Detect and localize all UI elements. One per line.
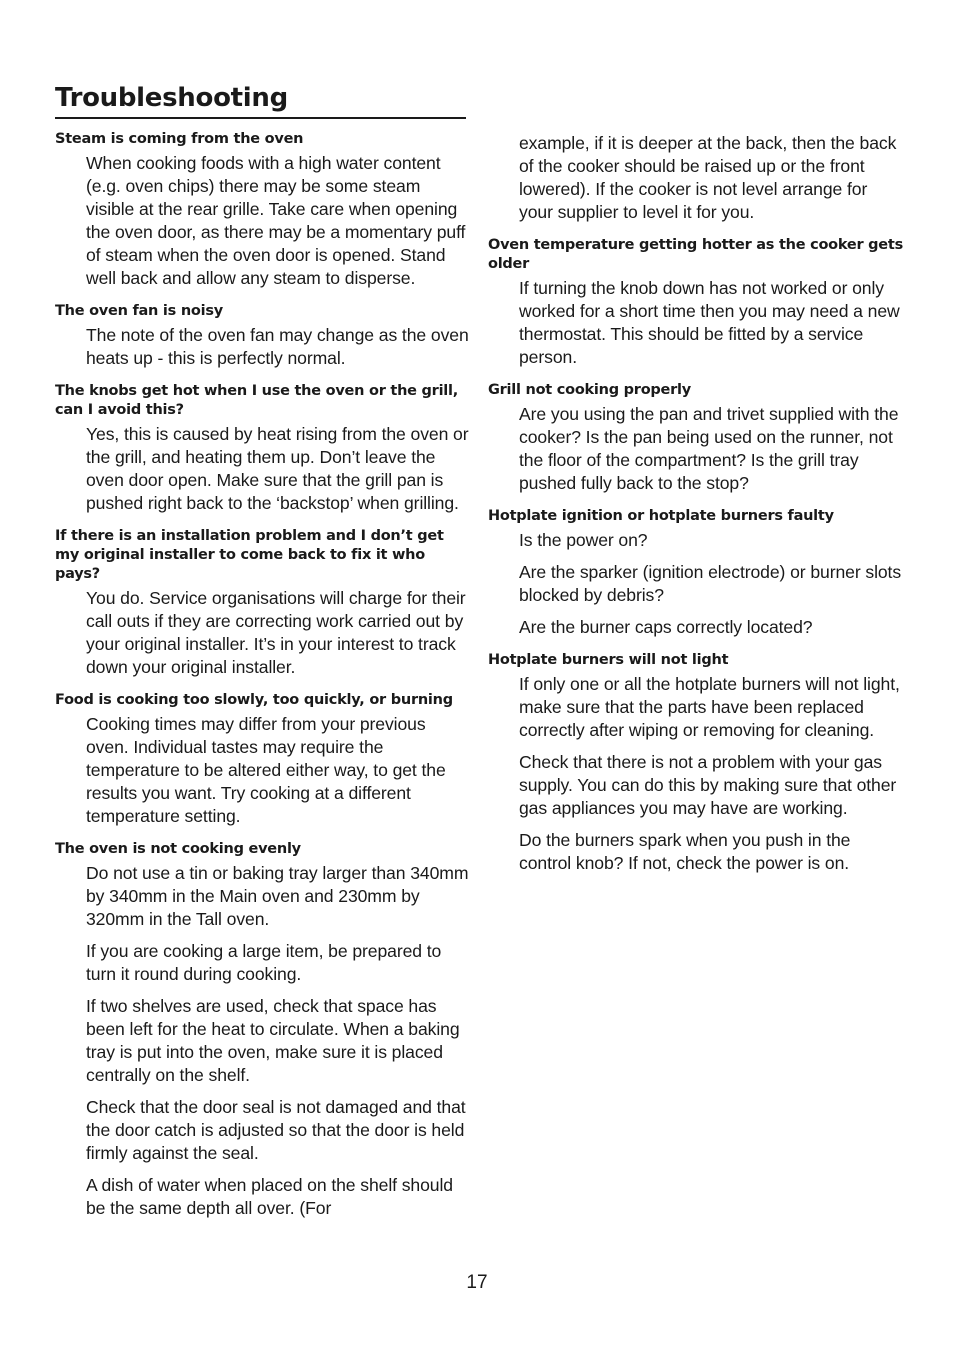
faq-continuation xyxy=(488,132,903,224)
faq-answer: Are the burner caps correctly located? xyxy=(519,617,813,637)
page-number: 17 xyxy=(466,1272,488,1293)
faq-answer: Are you using the pan and trivet supplied with the cooker? Is the pan being used on the runner, not the floor of the compartment? Is the grill tray pushed fully back to the stop? xyxy=(519,404,899,493)
faq-heading: Steam is coming from the oven xyxy=(55,131,304,147)
faq-answer: Cooking times may differ from your previous oven. Individual tastes may require the temperature to be altered either way, to get the results you want. Try cooking at a different temperature setting. xyxy=(86,714,446,826)
faq-answer: If only one or all the hotplate burners will not light, make sure that the parts have been replaced correctly after wiping or removing for cleaning. xyxy=(519,674,900,740)
faq-section xyxy=(55,302,470,370)
faq-heading: Food is cooking too slowly, too quickly, or burning xyxy=(55,692,453,708)
faq-answer: Do the burners spark when you push in the control knob? If not, check the power is on. xyxy=(519,830,851,873)
faq-answer: Check that there is not a problem with your gas supply. You can do this by making sure that other gas appliances you may have are working. xyxy=(519,752,897,818)
faq-section xyxy=(55,382,470,515)
faq-section xyxy=(55,691,470,828)
faq-heading: The oven fan is noisy xyxy=(55,303,223,319)
faq-answer: Yes, this is caused by heat rising from the oven or the grill, and heating them up. Don’t leave the oven door open. Make sure that the grill pan is pushed right back to the ‘backstop’ when grilling. xyxy=(86,424,469,513)
right-column xyxy=(488,132,903,887)
faq-answer: Do not use a tin or baking tray larger than 340mm by 340mm in the Main oven and 230mm by 320mm in the Tall oven. xyxy=(86,863,469,929)
faq-answer: Are the sparker (ignition electrode) or burner slots blocked by debris? xyxy=(519,562,902,605)
faq-heading: The oven is not cooking evenly xyxy=(55,841,301,857)
faq-section xyxy=(488,507,903,639)
faq-heading: Hotplate burners will not light xyxy=(488,652,729,668)
faq-answer: A dish of water when placed on the shelf should be the same depth all over. (For xyxy=(86,1175,453,1218)
faq-answer: When cooking foods with a high water content (e.g. oven chips) there may be some steam visible at the rear grille. Take care when opening the oven door, as there may be a momentary puff of steam when the oven door is opened. Stand well back and allow any steam to disperse. xyxy=(86,153,466,288)
faq-answer: Check that the door seal is not damaged and that the door catch is adjusted so that the door is held firmly against the seal. xyxy=(86,1097,466,1163)
faq-answer-continued: example, if it is deeper at the back, then the back of the cooker should be raised up or the front lowered). If the cooker is not level arrange for your supplier to level it for you. xyxy=(519,133,897,222)
faq-answer: The note of the oven fan may change as the oven heats up - this is perfectly normal. xyxy=(86,325,469,368)
faq-heading: If there is an installation problem and I don’t get my original installer to come back to fix it who pays? xyxy=(55,528,444,582)
faq-answer: If two shelves are used, check that space has been left for the heat to circulate. When a baking tray is put into the oven, make sure it is placed centrally on the shelf. xyxy=(86,996,460,1085)
faq-answer: You do. Service organisations will charge for their call outs if they are correcting work carried out by your original installer. It’s in your interest to track down your original installer. xyxy=(86,588,466,677)
faq-heading: The knobs get hot when I use the oven or the grill, can I avoid this? xyxy=(55,383,458,418)
faq-answer: If turning the knob down has not worked or only worked for a short time then you may need a new thermostat. This should be fitted by a service person. xyxy=(519,278,900,367)
faq-heading: Oven temperature getting hotter as the cooker gets older xyxy=(488,237,903,272)
faq-section xyxy=(488,381,903,495)
faq-answer: Is the power on? xyxy=(519,530,648,550)
faq-section xyxy=(55,130,470,290)
faq-section xyxy=(488,236,903,369)
page-title: Troubleshooting xyxy=(55,80,466,119)
faq-section xyxy=(488,651,903,875)
faq-section xyxy=(55,840,470,1220)
faq-heading: Grill not cooking properly xyxy=(488,382,691,398)
faq-section xyxy=(55,527,470,679)
faq-answer: If you are cooking a large item, be prepared to turn it round during cooking. xyxy=(86,941,442,984)
faq-heading: Hotplate ignition or hotplate burners faulty xyxy=(488,508,834,524)
left-column xyxy=(55,130,470,1232)
